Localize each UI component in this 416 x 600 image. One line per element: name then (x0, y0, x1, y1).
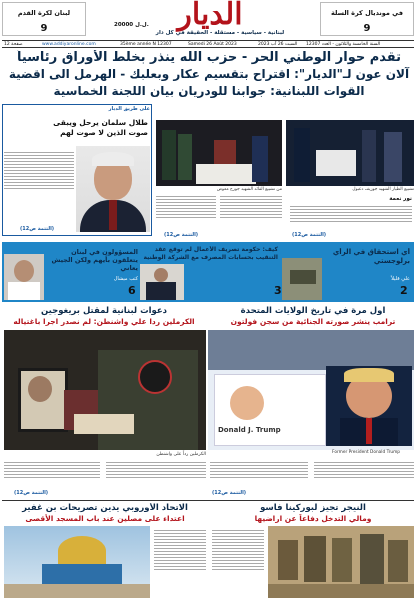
band-title-2: كيف: حكومة تصريف الأعمال لم توقع عقد التنقيب بحسابات المصرف مع الشركة الوطنية (143, 246, 278, 261)
mid-left-sub[interactable]: الكرملين ردا علي واشنطن: لم نصدر اجرا باغتياله (13, 317, 195, 326)
mid-right-continued[interactable]: (التتمة ص12) (212, 490, 247, 496)
date-fr: Samedi 26 Août 2023 (188, 42, 237, 47)
photo-prigozhin (4, 330, 206, 450)
mid-left-continued[interactable]: (التتمة ص12) (14, 490, 49, 496)
left-teaser[interactable] (2, 2, 86, 36)
headline-line3[interactable]: القوات اللبنانية: جوابنا للودريان بيان اللجنة الخماسية (53, 84, 365, 98)
photo-niger-soldiers (268, 526, 414, 598)
mid-right-sub[interactable]: ترامب ينشر صورته الجنائية من سجن فولتون (230, 317, 396, 326)
mid-left-caption: الكرملين رداً على واشنطن (156, 452, 206, 457)
mid-text-1 (156, 194, 216, 232)
bottom-divider (2, 500, 414, 501)
headline-line1[interactable]: تقدم حوار الوطني الحر - حزب الله ينذر بخلط الأوراق رئاسياً (16, 50, 402, 65)
right-teaser-label: في مونديال كرة السلة (331, 9, 403, 17)
bottom-left-text (154, 528, 206, 598)
band-num-3: 2 (400, 284, 408, 297)
issue-ar: السنة الخامسة والثلاثون - العدد 12307 (306, 42, 381, 47)
mid-right-text-1 (210, 460, 308, 494)
mid-left-text-2 (106, 460, 206, 494)
photo-mid (156, 120, 282, 186)
date-ar: السبت 26 آب 2023 (258, 42, 298, 47)
interview-continued[interactable]: (التتمة ص12) (20, 226, 55, 232)
bottom-right-text (212, 528, 264, 598)
band-num-2: 3 (274, 284, 282, 297)
band-sub-3: علي قليلاً (391, 276, 410, 282)
photo-aqsa (4, 526, 150, 598)
mid-right-title[interactable]: اول مرة في تاريخ الولايات المتحدة (240, 306, 386, 316)
column-continued[interactable]: (التتمة ص12) (292, 232, 327, 238)
right-teaser[interactable] (320, 2, 414, 36)
column-kicker: نور نعمة (389, 196, 412, 202)
slogan: لبنانية - سياسية - مستقلة - الحقيقة في كل دار (155, 30, 285, 36)
mid-continued[interactable]: (التتمة ص12) (164, 232, 199, 238)
bottom-left-title[interactable]: الاتحاد الأوروبي يدين تصريحات بن غفير (22, 503, 188, 513)
mid-left-title[interactable]: دعوات لبنانية لمقتل بريغوجين (40, 306, 168, 316)
interview-title[interactable]: طلال سلمان يرحل ويبقى صوت الذين لا صوت لهم (53, 118, 148, 137)
website[interactable]: www.addiyaronline.com (42, 42, 96, 47)
caption-right: تشييع الطيار الشهيد جوزيف دعبول (352, 187, 414, 192)
band-photo-2 (140, 264, 184, 300)
portrait-photo (76, 146, 150, 232)
bottom-left-sub[interactable]: اعتداء على مصلين عند باب المسجد الأقصى (25, 514, 185, 523)
band-title-3: أي استحقاق في الرأي برلوجستي (332, 248, 410, 265)
pages: 12 صفحة (4, 42, 23, 47)
mid-right-text-2 (314, 460, 414, 494)
band-item-2[interactable] (140, 244, 280, 300)
price: 20000 ل.ل. (114, 22, 149, 28)
band-photo-1 (4, 254, 44, 300)
left-teaser-label: لبنان لكرة القدم (17, 9, 71, 17)
masthead-infobar (2, 40, 414, 48)
photo-trump-screen (208, 330, 414, 450)
caption-mid: من تشييع القائد الشهيد جورج معوض (216, 187, 282, 192)
bottom-right-title[interactable]: النيجر تجيز لبوركينا فاسو (260, 503, 366, 513)
screen-text: Donald J. Trump (218, 426, 281, 434)
mug-caption: Former President Donald Trump (332, 450, 400, 455)
interview-text (4, 150, 74, 216)
mid-text-2 (220, 194, 282, 232)
band-sub-1: كتب ميشال (113, 276, 138, 282)
band-item-1[interactable] (4, 244, 138, 300)
masthead-logo[interactable]: الديار (177, 0, 243, 32)
band-item-3[interactable] (282, 244, 412, 300)
interview-kicker: على طريق الديار (108, 106, 150, 112)
band-num-1: 6 (128, 284, 136, 297)
bottom-right-sub[interactable]: ومالي التدخل دفاعاً عن اراضيها (254, 514, 372, 523)
photo-right (286, 120, 414, 186)
mid-left-text-1 (4, 460, 100, 494)
band-photo-3 (282, 258, 322, 300)
band-title-1: المسؤولون في لبنان يتعلقون بأيهم ولكن الجيش يعاني (51, 248, 138, 272)
right-teaser-num: 9 (363, 23, 371, 34)
headline-line2[interactable]: آلان عون لـ"الديار": اقتراح بتقسيم عكار وبعلبك - الهرمل الى اقضية (8, 67, 410, 81)
left-teaser-num: 9 (40, 23, 48, 34)
column-text (290, 204, 412, 234)
issue-fr: 35ème année N 12307 (120, 42, 172, 47)
